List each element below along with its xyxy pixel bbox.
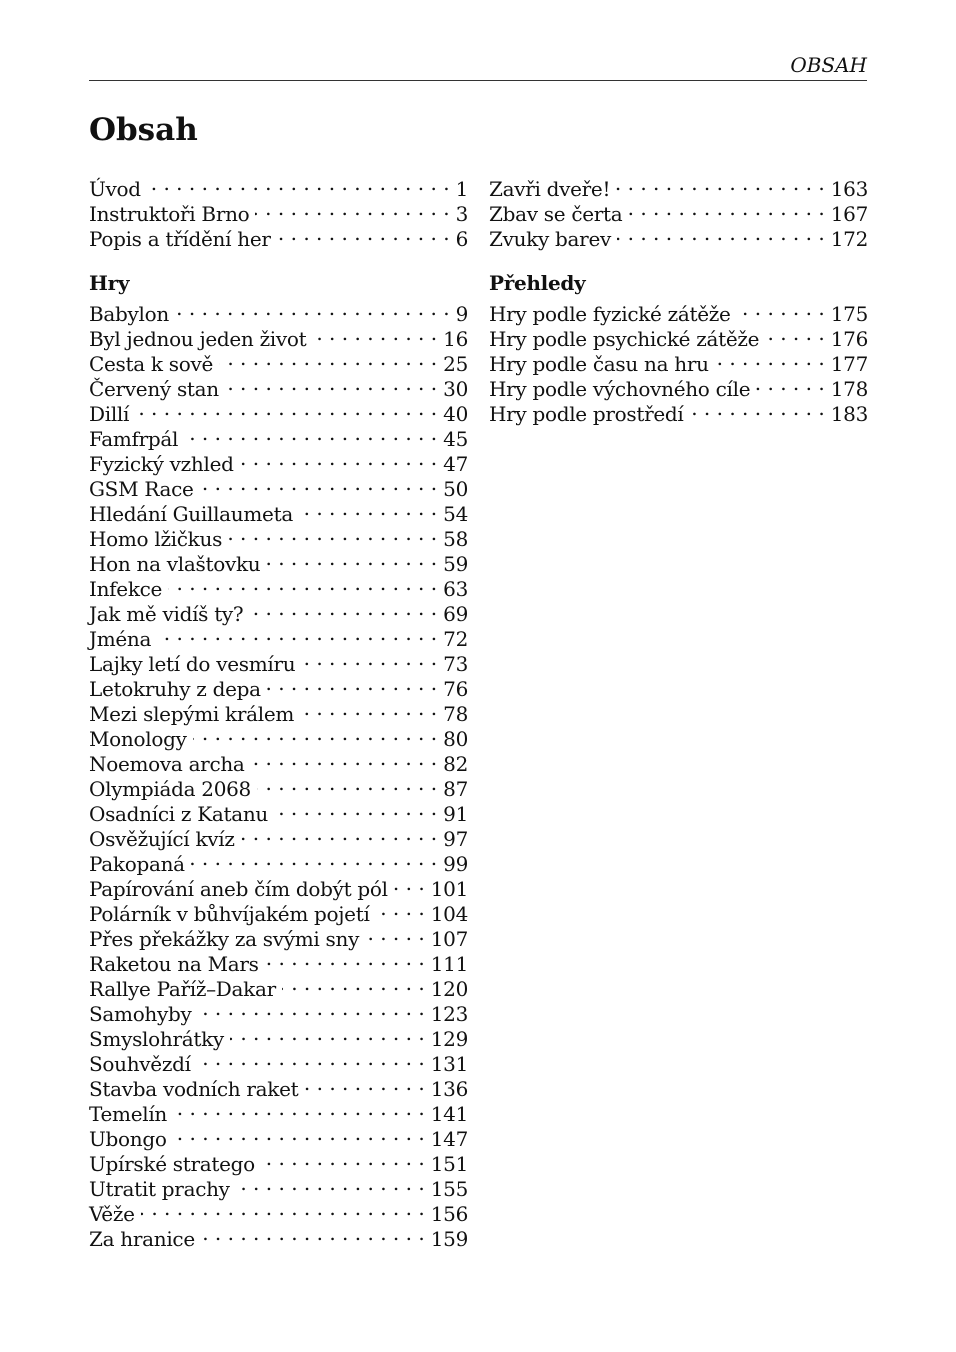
toc-entry-page-number: 69 — [443, 602, 468, 626]
toc-entry-page-number: 147 — [430, 1127, 468, 1151]
toc-entry-title: Dillí — [89, 402, 130, 426]
toc-entry-title: Hry podle prostředí — [489, 402, 684, 426]
dot-leader — [715, 346, 825, 371]
toc-entry-page-number: 78 — [443, 702, 468, 726]
toc-entry-title: Babylon — [89, 302, 169, 326]
dot-leader — [690, 396, 825, 421]
toc-entry-page-number: 16 — [443, 327, 468, 351]
toc-entry-page-number: 59 — [443, 552, 468, 576]
toc-entry-page-number: 155 — [430, 1177, 468, 1201]
dot-leader — [225, 371, 437, 396]
toc-entry-title: Monology — [89, 727, 187, 751]
toc-entry-title: Lajky letí do vesmíru — [89, 652, 296, 676]
toc-entry-page-number: 183 — [830, 402, 868, 426]
running-head-text: OBSAH — [790, 53, 867, 77]
running-head — [89, 52, 867, 81]
dot-leader — [312, 321, 437, 346]
dot-leader — [219, 346, 437, 371]
dot-leader — [628, 196, 824, 221]
dot-leader — [193, 721, 438, 746]
toc-entry-title: Osadníci z Katanu — [89, 802, 269, 826]
toc-entry-title: Noemova archa — [89, 752, 245, 776]
dot-leader — [266, 546, 437, 571]
toc-entry-title: Utratit prachy — [89, 1177, 230, 1201]
toc-entry-page-number: 120 — [430, 977, 468, 1001]
toc-entry-page-number: 40 — [443, 402, 468, 426]
toc-entry-title: Instruktoři Brno — [89, 202, 250, 226]
dot-leader — [299, 496, 437, 521]
section-heading-games: Hry — [89, 271, 130, 295]
toc-entry — [89, 396, 468, 426]
dot-leader — [198, 996, 425, 1021]
dot-leader — [240, 446, 438, 471]
toc-entry-title: Zvuky barev — [489, 227, 611, 251]
toc-games-list — [89, 296, 468, 1251]
toc-entry-page-number: 1 — [455, 177, 468, 201]
dot-leader — [765, 321, 825, 346]
toc-entry — [89, 421, 468, 451]
toc-entry — [89, 171, 468, 201]
toc-entry-page-number: 151 — [430, 1152, 468, 1176]
toc-entry-title: Samohyby — [89, 1002, 192, 1026]
toc-entry-page-number: 72 — [443, 627, 468, 651]
toc-entry-title: Zavři dveře! — [489, 177, 611, 201]
toc-entry-page-number: 163 — [830, 177, 868, 201]
dot-leader — [261, 1146, 425, 1171]
toc-entry-title: GSM Race — [89, 477, 194, 501]
toc-entry-page-number: 111 — [430, 952, 468, 976]
toc-entry-page-number: 45 — [443, 427, 468, 451]
dot-leader — [173, 1096, 425, 1121]
toc-entry-title: Pakopaná — [89, 852, 185, 876]
toc-entry-title: Stavba vodních raket — [89, 1077, 299, 1101]
toc-entry-page-number: 50 — [443, 477, 468, 501]
dot-leader — [191, 846, 437, 871]
toc-entry-page-number: 159 — [430, 1227, 468, 1251]
toc-entry-title: Olympiáda 2068 — [89, 777, 251, 801]
toc-entry-page-number: 58 — [443, 527, 468, 551]
toc-entry-page-number: 76 — [443, 677, 468, 701]
toc-entry-title: Temelín — [89, 1102, 167, 1126]
dot-leader — [135, 396, 437, 421]
dot-leader — [282, 971, 425, 996]
dot-leader — [241, 821, 438, 846]
dot-leader — [274, 796, 437, 821]
toc-entry-title: Cesta k sově — [89, 352, 214, 376]
toc-entry-page-number: 82 — [443, 752, 468, 776]
dot-leader — [175, 296, 450, 321]
toc-entry-title: Byl jednou jeden život — [89, 327, 307, 351]
toc-entry-page-number: 30 — [443, 377, 468, 401]
toc-entry-title: Fyzický vzhled — [89, 452, 234, 476]
toc-entry-page-number: 47 — [443, 452, 468, 476]
dot-leader — [236, 1171, 425, 1196]
dot-leader — [157, 621, 437, 646]
dot-leader — [184, 421, 437, 446]
toc-entry-page-number: 175 — [830, 302, 868, 326]
dot-leader — [228, 521, 437, 546]
dot-leader — [376, 896, 425, 921]
toc-entry-title: Polárník v bůhvíjakém pojetí — [89, 902, 370, 926]
toc-intro-list — [89, 171, 468, 251]
toc-entry-page-number: 176 — [830, 327, 868, 351]
toc-entry — [489, 296, 868, 326]
toc-entry-page-number: 107 — [430, 927, 468, 951]
dot-leader — [251, 746, 438, 771]
toc-entry-page-number: 136 — [430, 1077, 468, 1101]
toc-entry-title: Hry podle času na hru — [489, 352, 709, 376]
toc-entry-page-number: 167 — [830, 202, 868, 226]
toc-entry-title: Infekce — [89, 577, 163, 601]
toc-entry-title: Věže — [89, 1202, 135, 1226]
toc-entry-title: Za hranice — [89, 1227, 195, 1251]
toc-entry-title: Popis a třídění her — [89, 227, 271, 251]
toc-entry-page-number: 123 — [430, 1002, 468, 1026]
dot-leader — [737, 296, 825, 321]
dot-leader — [257, 771, 437, 796]
toc-left-column — [89, 171, 468, 1251]
toc-entry-title: Raketou na Mars — [89, 952, 259, 976]
dot-leader — [255, 196, 449, 221]
toc-entry-title: Souhvězdí — [89, 1052, 191, 1076]
toc-entry-page-number: 172 — [830, 227, 868, 251]
toc-entry-title: Osvěžující kvíz — [89, 827, 235, 851]
dot-leader — [147, 171, 450, 196]
dot-leader — [616, 171, 825, 196]
toc-entry-page-number: 104 — [430, 902, 468, 926]
toc-entry-title: Červený stan — [89, 377, 219, 401]
dot-leader — [394, 871, 425, 896]
dot-leader — [277, 221, 450, 246]
toc-entry-title: Letokruhy z depa — [89, 677, 261, 701]
toc-entry-page-number: 141 — [430, 1102, 468, 1126]
dot-leader — [168, 571, 437, 596]
dot-leader — [141, 1196, 425, 1221]
toc-entry-page-number: 9 — [455, 302, 468, 326]
toc-entry-title: Hry podle fyzické zátěže — [489, 302, 731, 326]
toc-entry-title: Upírské stratego — [89, 1152, 255, 1176]
toc-entry-title: Jména — [89, 627, 152, 651]
dot-leader — [365, 921, 425, 946]
dot-leader — [617, 221, 825, 246]
toc-entry-title: Ubongo — [89, 1127, 167, 1151]
toc-entry-title: Hledání Guillaumeta — [89, 502, 293, 526]
toc-entry-page-number: 73 — [443, 652, 468, 676]
dot-leader — [267, 671, 437, 696]
page-title: Obsah — [89, 112, 198, 148]
toc-entry-page-number: 101 — [430, 877, 468, 901]
toc-entry-page-number: 131 — [430, 1052, 468, 1076]
toc-entry-title: Přes překážky za svými sny — [89, 927, 360, 951]
dot-leader — [300, 696, 437, 721]
toc-entry-page-number: 54 — [443, 502, 468, 526]
toc-entry-title: Hry podle výchovného cíle — [489, 377, 751, 401]
dot-leader — [197, 1046, 425, 1071]
toc-right-column — [489, 171, 868, 426]
toc-entry-title: Rallye Paříž–Dakar — [89, 977, 276, 1001]
toc-games-continued-list — [489, 171, 868, 251]
toc-entry-page-number: 156 — [430, 1202, 468, 1226]
dot-leader — [301, 646, 437, 671]
toc-entry-page-number: 178 — [830, 377, 868, 401]
toc-entry — [89, 296, 468, 326]
dot-leader — [173, 1121, 425, 1146]
toc-entry-title: Hon na vlaštovku — [89, 552, 261, 576]
dot-leader — [265, 946, 425, 971]
toc-entry-title: Papírování aneb čím dobýt pól — [89, 877, 388, 901]
toc-entry — [489, 171, 868, 201]
toc-entry-page-number: 6 — [455, 227, 468, 251]
toc-entry-title: Zbav se čerta — [489, 202, 623, 226]
toc-entry-page-number: 97 — [443, 827, 468, 851]
toc-entry — [89, 1196, 468, 1226]
dot-leader — [230, 1021, 425, 1046]
toc-entry-page-number: 177 — [830, 352, 868, 376]
toc-entry-page-number: 80 — [443, 727, 468, 751]
toc-entry-page-number: 87 — [443, 777, 468, 801]
toc-entry-title: Úvod — [89, 177, 141, 201]
toc-entry-page-number: 99 — [443, 852, 468, 876]
toc-entry-page-number: 91 — [443, 802, 468, 826]
dot-leader — [756, 371, 824, 396]
dot-leader — [201, 1221, 425, 1246]
toc-overviews-list — [489, 296, 868, 426]
toc-entry-title: Jak mě vidíš ty? — [89, 602, 244, 626]
dot-leader — [304, 1071, 424, 1096]
toc-entry-title: Hry podle psychické zátěže — [489, 327, 760, 351]
toc-entry-page-number: 25 — [443, 352, 468, 376]
dot-leader — [249, 596, 437, 621]
toc-entry-page-number: 129 — [430, 1027, 468, 1051]
section-heading-overviews: Přehledy — [489, 271, 586, 295]
dot-leader — [200, 471, 438, 496]
toc-entry-title: Smyslohrátky — [89, 1027, 224, 1051]
toc-entry-title: Famfrpál — [89, 427, 179, 451]
toc-entry-page-number: 3 — [455, 202, 468, 226]
toc-entry — [89, 1221, 468, 1251]
toc-entry-title: Homo lžičkus — [89, 527, 223, 551]
toc-entry-page-number: 63 — [443, 577, 468, 601]
toc-entry-title: Mezi slepými králem — [89, 702, 295, 726]
